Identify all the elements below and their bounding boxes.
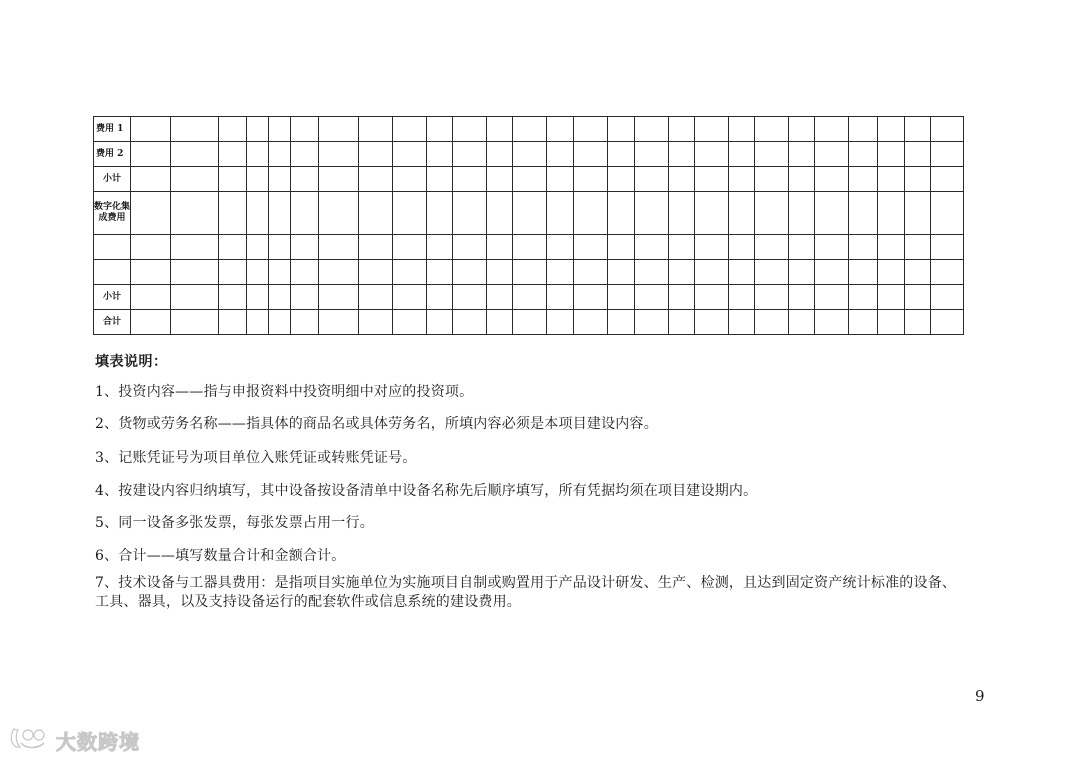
empty-cell [487, 310, 513, 335]
empty-cell [453, 235, 487, 260]
empty-cell [487, 235, 513, 260]
empty-cell [171, 310, 219, 335]
empty-cell [878, 167, 905, 192]
empty-cell [393, 310, 427, 335]
empty-cell [635, 167, 669, 192]
empty-cell [427, 235, 453, 260]
empty-cell [487, 285, 513, 310]
empty-cell [635, 310, 669, 335]
empty-cell [574, 235, 608, 260]
empty-cell [849, 167, 878, 192]
empty-cell [487, 260, 513, 285]
empty-cell [905, 285, 931, 310]
empty-cell [319, 117, 359, 142]
empty-cell [547, 285, 574, 310]
empty-cell [453, 310, 487, 335]
empty-cell [849, 260, 878, 285]
empty-cell [131, 235, 171, 260]
empty-cell [878, 142, 905, 167]
empty-cell [635, 117, 669, 142]
empty-cell [219, 260, 247, 285]
empty-cell [131, 117, 171, 142]
empty-cell [247, 285, 269, 310]
empty-cell [219, 285, 247, 310]
empty-cell [547, 260, 574, 285]
empty-cell [878, 117, 905, 142]
empty-cell [427, 167, 453, 192]
empty-cell [931, 285, 964, 310]
empty-cell [319, 235, 359, 260]
empty-cell [269, 142, 291, 167]
empty-cell [513, 235, 547, 260]
empty-cell [131, 285, 171, 310]
note-item-4: 4、按建设内容归纳填写，其中设备按设备清单中设备名称先后顺序填写，所有凭据均须在项目建设期内。 [95, 483, 758, 499]
empty-cell [729, 260, 755, 285]
empty-cell [513, 260, 547, 285]
empty-cell [905, 235, 931, 260]
empty-cell [319, 167, 359, 192]
empty-cell [487, 192, 513, 235]
empty-cell [359, 142, 393, 167]
empty-cell [319, 310, 359, 335]
empty-cell [789, 167, 815, 192]
empty-cell [635, 285, 669, 310]
empty-cell [608, 142, 635, 167]
empty-cell [171, 167, 219, 192]
empty-cell [269, 167, 291, 192]
empty-cell [513, 167, 547, 192]
empty-cell [427, 117, 453, 142]
empty-cell [247, 167, 269, 192]
empty-cell [487, 167, 513, 192]
empty-cell [574, 167, 608, 192]
empty-cell [319, 192, 359, 235]
empty-cell [131, 310, 171, 335]
empty-cell [393, 235, 427, 260]
empty-cell [789, 117, 815, 142]
empty-cell [695, 192, 729, 235]
watermark [8, 725, 140, 755]
row-label-cell: 费用 1 [94, 117, 131, 142]
empty-cell [574, 285, 608, 310]
empty-cell [487, 142, 513, 167]
empty-cell [695, 142, 729, 167]
row-label-cell: 小计 [94, 167, 131, 192]
empty-cell [789, 235, 815, 260]
row-label-cell: 数字化集成费用 [94, 192, 131, 235]
empty-cell [669, 117, 695, 142]
empty-cell [269, 192, 291, 235]
empty-cell [608, 310, 635, 335]
empty-cell [789, 310, 815, 335]
page-number: 9 [975, 687, 985, 705]
empty-cell [219, 142, 247, 167]
empty-cell [487, 117, 513, 142]
empty-cell [427, 310, 453, 335]
empty-cell [905, 117, 931, 142]
empty-cell [905, 260, 931, 285]
empty-cell [878, 260, 905, 285]
empty-cell [849, 310, 878, 335]
empty-cell [931, 260, 964, 285]
empty-cell [905, 192, 931, 235]
empty-cell [931, 142, 964, 167]
row-label-cell: 费用 2 [94, 142, 131, 167]
empty-cell [393, 192, 427, 235]
empty-cell [815, 192, 849, 235]
note-item-3: 3、记账凭证号为项目单位入账凭证或转账凭证号。 [95, 450, 417, 466]
empty-cell [574, 310, 608, 335]
empty-cell [635, 192, 669, 235]
empty-cell [574, 260, 608, 285]
empty-cell [729, 142, 755, 167]
empty-cell [171, 285, 219, 310]
empty-cell [755, 235, 789, 260]
empty-cell [547, 192, 574, 235]
empty-cell [291, 142, 319, 167]
empty-cell [453, 117, 487, 142]
empty-cell [453, 192, 487, 235]
empty-cell [453, 260, 487, 285]
empty-cell [319, 260, 359, 285]
empty-cell [669, 142, 695, 167]
empty-cell [789, 260, 815, 285]
empty-cell [755, 310, 789, 335]
empty-cell [849, 192, 878, 235]
empty-cell [513, 310, 547, 335]
empty-cell [669, 285, 695, 310]
empty-cell [695, 167, 729, 192]
empty-cell [905, 167, 931, 192]
empty-cell [269, 260, 291, 285]
row-label-cell [94, 260, 131, 285]
empty-cell [453, 142, 487, 167]
watermark-text: 大数跨境 [56, 729, 140, 754]
table-row [94, 192, 964, 235]
note-item-1: 1、投资内容——指与申报资料中投资明细中对应的投资项。 [95, 384, 474, 400]
empty-cell [359, 235, 393, 260]
empty-cell [291, 117, 319, 142]
empty-cell [931, 117, 964, 142]
empty-cell [359, 117, 393, 142]
empty-cell [905, 310, 931, 335]
empty-cell [695, 235, 729, 260]
empty-cell [219, 192, 247, 235]
empty-cell [755, 142, 789, 167]
empty-cell [669, 310, 695, 335]
row-label-cell: 小计 [94, 285, 131, 310]
empty-cell [755, 167, 789, 192]
empty-cell [815, 310, 849, 335]
table-row [94, 117, 964, 142]
empty-cell [513, 192, 547, 235]
empty-cell [513, 285, 547, 310]
note-item-2: 2、货物或劳务名称——指具体的商品名或具体劳务名，所填内容必须是本项目建设内容。 [95, 416, 658, 432]
empty-cell [291, 192, 319, 235]
empty-cell [755, 117, 789, 142]
empty-cell [171, 117, 219, 142]
empty-cell [359, 285, 393, 310]
empty-cell [608, 260, 635, 285]
empty-cell [427, 285, 453, 310]
table-row [94, 235, 964, 260]
empty-cell [755, 192, 789, 235]
empty-cell [291, 310, 319, 335]
brand-logo-icon [8, 725, 52, 755]
empty-cell [574, 192, 608, 235]
empty-cell [269, 310, 291, 335]
empty-cell [393, 142, 427, 167]
empty-cell [729, 167, 755, 192]
empty-cell [931, 310, 964, 335]
empty-cell [695, 310, 729, 335]
empty-cell [171, 192, 219, 235]
empty-cell [359, 167, 393, 192]
empty-cell [131, 260, 171, 285]
empty-cell [171, 142, 219, 167]
empty-cell [789, 285, 815, 310]
empty-cell [635, 260, 669, 285]
empty-cell [219, 235, 247, 260]
empty-cell [393, 117, 427, 142]
note-item-5: 5、同一设备多张发票，每张发票占用一行。 [95, 515, 374, 531]
empty-cell [878, 285, 905, 310]
empty-cell [547, 310, 574, 335]
empty-cell [427, 260, 453, 285]
empty-cell [695, 285, 729, 310]
empty-cell [291, 235, 319, 260]
empty-cell [269, 235, 291, 260]
empty-cell [427, 142, 453, 167]
empty-cell [931, 167, 964, 192]
empty-cell [359, 310, 393, 335]
empty-cell [219, 310, 247, 335]
empty-cell [849, 142, 878, 167]
empty-cell [608, 285, 635, 310]
empty-cell [695, 260, 729, 285]
empty-cell [729, 310, 755, 335]
empty-cell [393, 260, 427, 285]
empty-cell [319, 285, 359, 310]
empty-cell [608, 235, 635, 260]
empty-cell [131, 167, 171, 192]
empty-cell [608, 167, 635, 192]
empty-cell [695, 117, 729, 142]
empty-cell [669, 235, 695, 260]
empty-cell [755, 260, 789, 285]
empty-cell [608, 117, 635, 142]
empty-cell [931, 192, 964, 235]
empty-cell [729, 117, 755, 142]
table-row [94, 310, 964, 335]
empty-cell [574, 142, 608, 167]
empty-cell [815, 142, 849, 167]
empty-cell [729, 192, 755, 235]
empty-cell [247, 142, 269, 167]
empty-cell [131, 192, 171, 235]
empty-cell [729, 235, 755, 260]
empty-cell [453, 167, 487, 192]
empty-cell [219, 167, 247, 192]
empty-cell [849, 285, 878, 310]
empty-cell [547, 235, 574, 260]
empty-cell [547, 167, 574, 192]
table-row [94, 285, 964, 310]
empty-cell [359, 260, 393, 285]
empty-cell [669, 167, 695, 192]
empty-cell [878, 235, 905, 260]
empty-cell [247, 260, 269, 285]
empty-cell [815, 167, 849, 192]
table-row [94, 142, 964, 167]
empty-cell [669, 192, 695, 235]
empty-cell [729, 285, 755, 310]
empty-cell [291, 167, 319, 192]
empty-cell [247, 310, 269, 335]
empty-cell [878, 310, 905, 335]
empty-cell [359, 192, 393, 235]
row-label-cell: 合计 [94, 310, 131, 335]
empty-cell [669, 260, 695, 285]
empty-cell [269, 117, 291, 142]
empty-cell [513, 117, 547, 142]
empty-cell [815, 260, 849, 285]
empty-cell [755, 285, 789, 310]
empty-cell [427, 192, 453, 235]
empty-cell [513, 142, 547, 167]
empty-cell [878, 192, 905, 235]
empty-cell [815, 235, 849, 260]
notes-heading: 填表说明： [95, 354, 168, 370]
empty-cell [547, 142, 574, 167]
empty-cell [291, 285, 319, 310]
empty-cell [905, 142, 931, 167]
empty-cell [393, 285, 427, 310]
empty-cell [171, 235, 219, 260]
empty-cell [931, 235, 964, 260]
empty-cell [815, 117, 849, 142]
note-item-7: 7、技术设备与工器具费用：是指项目实施单位为实施项目自制或购置用于产品设计研发、生产、检测，且达到固定资产统计标准的设备、工具、器具，以及支持设备运行的配套软件或信息系统的建设费用。 [95, 575, 957, 610]
empty-cell [815, 285, 849, 310]
empty-cell [547, 117, 574, 142]
empty-cell [849, 117, 878, 142]
empty-cell [393, 167, 427, 192]
empty-cell [247, 235, 269, 260]
note-item-6: 6、合计——填写数量合计和金额合计。 [95, 548, 346, 564]
empty-cell [608, 192, 635, 235]
empty-cell [453, 285, 487, 310]
table-row [94, 260, 964, 285]
empty-cell [247, 117, 269, 142]
empty-cell [635, 142, 669, 167]
empty-cell [789, 192, 815, 235]
empty-cell [219, 117, 247, 142]
empty-cell [291, 260, 319, 285]
empty-cell [131, 142, 171, 167]
row-label-cell [94, 235, 131, 260]
empty-cell [849, 235, 878, 260]
empty-cell [171, 260, 219, 285]
empty-cell [247, 192, 269, 235]
empty-cell [319, 142, 359, 167]
empty-cell [269, 285, 291, 310]
expense-detail-table [93, 116, 964, 335]
empty-cell [789, 142, 815, 167]
table-row [94, 167, 964, 192]
empty-cell [635, 235, 669, 260]
empty-cell [574, 117, 608, 142]
